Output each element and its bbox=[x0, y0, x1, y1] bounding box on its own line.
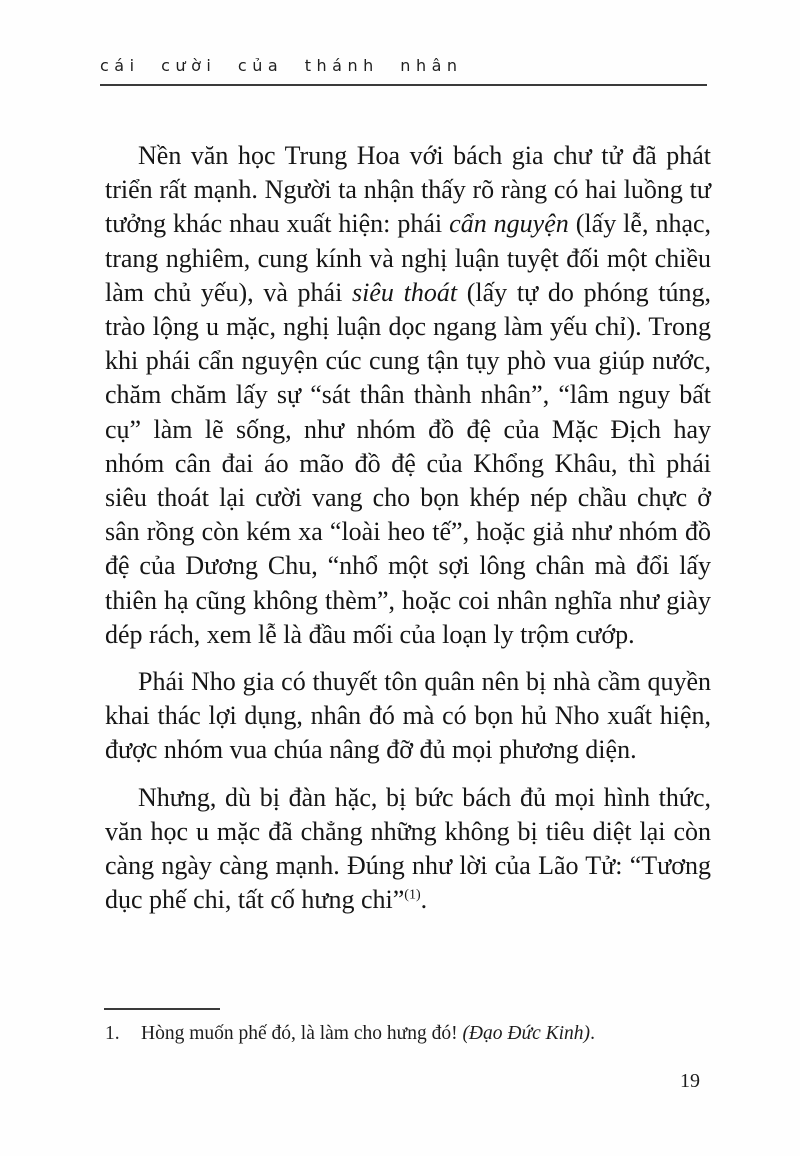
footnote bbox=[105, 1021, 711, 1047]
emphasized-text: (Đạo Đức Kinh) bbox=[462, 1023, 591, 1044]
page-number: 19 bbox=[680, 1070, 700, 1092]
text-run: (lấy lễ, nhạc, trang nghiêm, cung kính và nghị luận tuyệt đối một chiều làm chủ yếu), và phái bbox=[105, 209, 712, 307]
running-header bbox=[100, 56, 707, 86]
text-run: Hòng muốn phế đó, là làm cho hưng đó! bbox=[141, 1023, 463, 1044]
footnote-reference: (1) bbox=[404, 887, 421, 903]
footnote-marker: 1. bbox=[105, 1023, 120, 1044]
page-body bbox=[105, 139, 711, 930]
running-header-title: cái cười của thánh nhân bbox=[100, 56, 463, 75]
footnote-text bbox=[141, 1021, 711, 1047]
paragraph bbox=[105, 139, 711, 652]
text-run: Nền văn học Trung Hoa với bách gia chư tử đã phát triển rất mạnh. Người ta nhận thấy rõ ràng có hai luồng tư tưởng khác nhau xuất hiện: phái bbox=[105, 141, 711, 239]
text-run: (lấy tự do phóng túng, trào lộng u mặc, nghị luận dọc ngang làm yếu chỉ). Trong khi phái cẩn nguyện cúc cung tận tụy phò vua giúp nước, chăm chăm lấy sự “sát thân thành nhân”, “lâm nguy bất cụ” làm lẽ sống, như nhóm đồ đệ của Mặc Địch hay nhóm cân đai áo mão đồ đệ của Khổng Khâu, thì phái siêu thoát lại cười vang cho bọn khép nép chầu chực ở sân rồng còn kém xa “loài heo tế”, hoặc giả như nhóm đồ đệ của Dương Chu, “nhổ một sợi lông chân mà đổi lấy thiên hạ cũng không thèm”, hoặc coi nhân nghĩa như giày dép rách, xem lễ là đầu mối của loạn ly trộm cướp. bbox=[105, 277, 711, 649]
text-run: . bbox=[420, 885, 428, 915]
text-run: Phái Nho gia có thuyết tôn quân nên bị nhà cầm quyền khai thác lợi dụng, nhân đó mà có bọn hủ Nho xuất hiện, được nhóm vua chúa nâng đỡ đủ mọi phương diện. bbox=[105, 667, 711, 765]
text-run: Nhưng, dù bị đàn hặc, bị bức bách đủ mọi hình thức, văn học u mặc đã chẳng những không bị tiêu diệt lại còn càng ngày càng mạnh. Đúng như lời của Lão Tử: “Tương dục phế chi, tất cố hưng chi” bbox=[105, 782, 711, 915]
paragraph bbox=[105, 665, 711, 768]
emphasized-text: cẩn nguyện bbox=[449, 209, 569, 239]
paragraph bbox=[105, 781, 711, 918]
footnote-separator bbox=[104, 1008, 220, 1010]
emphasized-text: siêu thoát bbox=[352, 277, 458, 307]
text-run: . bbox=[590, 1023, 595, 1044]
